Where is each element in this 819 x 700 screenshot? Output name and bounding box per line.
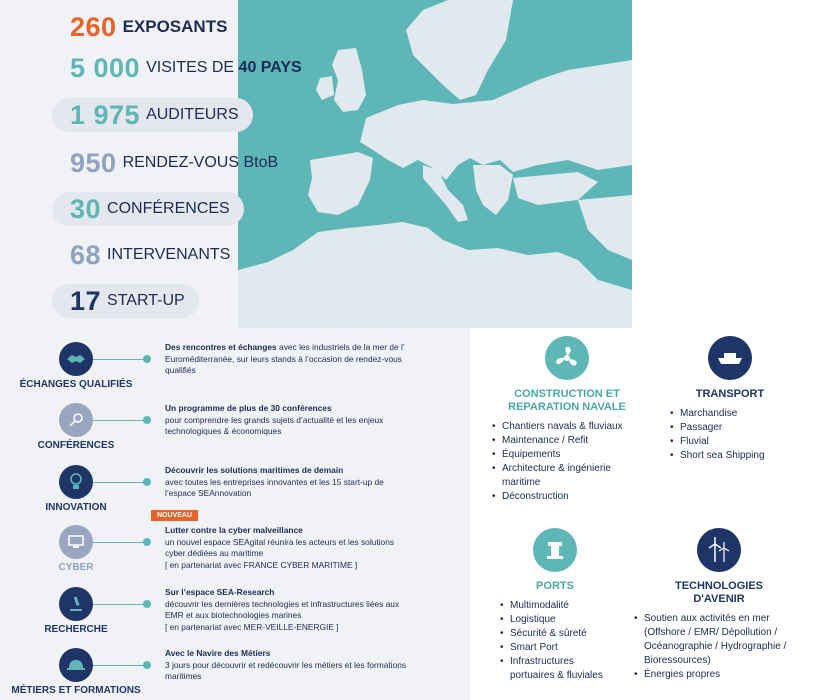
- stat-label: START-UP: [107, 292, 185, 309]
- hard-hat-icon: [59, 648, 93, 682]
- feature-text: Des rencontres et échanges avec les industriels de la mer de l’ Euroméditerranée, sur leurs stands à l’occasion de rendez-vous qualifiés: [165, 342, 405, 375]
- stat-number: 260: [70, 11, 117, 42]
- stat-rendez-vous: [52, 146, 292, 180]
- list-item: • Passager: [670, 421, 790, 435]
- list-item: • Smart Port: [500, 641, 610, 655]
- stat-visites: [52, 51, 316, 85]
- list-item: • Infrastructures portuaires & fluviales: [500, 655, 610, 683]
- feature-text: Avec le Navire des Métiers 3 jours pour découvrir et redécouvrir les métiers et les formations maritimes: [165, 648, 407, 681]
- feature-caption: MÉTIERS ET FORMATIONS: [11, 685, 141, 696]
- stat-number: 30: [70, 193, 102, 224]
- bollard-icon: [533, 528, 577, 572]
- handshake-icon: [59, 342, 93, 376]
- sector-title: TRANSPORT: [695, 388, 765, 400]
- stat-label: VISITES DE 40 PAYS: [146, 59, 302, 76]
- feature-text: Découvrir les solutions maritimes de demain avec toutes les entreprises innovantes et les 15 start-up de l’espace SEAnnovation: [165, 465, 384, 498]
- fan-icon: [545, 336, 589, 380]
- stat-intervenants: [52, 238, 244, 272]
- stat-number: 1 975: [70, 99, 141, 130]
- feature-text: Lutter contre la cyber malveillance un nouvel espace SEAgital réunira les acteurs et les solutions cyber dédiées au maritime [ en partenariat avec FRANCE CYBER MARITIME ]: [165, 525, 395, 570]
- list-item: • Marchandise: [670, 407, 790, 421]
- computer-icon: [59, 525, 93, 559]
- list-item: • Architecture & ingénierie maritime: [492, 462, 642, 490]
- list-item: • Équipements: [492, 448, 642, 462]
- microphone-icon: [59, 403, 93, 437]
- sector-title: PORTS: [536, 580, 574, 592]
- list-item: • Multimodalité: [500, 599, 610, 613]
- list-item: • Chantiers navals & fluviaux: [492, 420, 642, 434]
- list-item: • Sécurité & sûreté: [500, 627, 610, 641]
- stat-label: RENDEZ-VOUS BtoB: [122, 154, 279, 171]
- sector-construction: [492, 336, 642, 504]
- ship-icon: [708, 336, 752, 380]
- stat-label: CONFÉRENCES: [107, 200, 230, 217]
- sector-list: [670, 407, 790, 463]
- feature-caption: CYBER: [58, 562, 94, 573]
- list-item: • Énergies propres: [634, 668, 804, 682]
- sector-title: CONSTRUCTION ET REPARATION NAVALE: [508, 388, 626, 413]
- sector-list: [634, 612, 804, 682]
- stat-number: 17: [70, 285, 102, 316]
- stat-number: 68: [70, 239, 102, 270]
- sector-ports: [500, 528, 610, 683]
- feature-text: Sur l’espace SEA-Research découvrir les dernières technologies et infrastructures liées aux EMR et aux biotechnologies marines [ en partenariat avec MER-VEILLE-ENERGIE ]: [165, 587, 400, 632]
- list-item: • Short sea Shipping: [670, 449, 790, 463]
- lightbulb-icon: [59, 465, 93, 499]
- sector-transport: [670, 336, 790, 463]
- stat-auditeurs: [52, 98, 253, 132]
- sector-list: [492, 420, 642, 504]
- list-item: • Soutien aux activités en mer (Offshore / EMR/ Dépollution / Océanographie / Hydrographie / Bioressources): [634, 612, 804, 668]
- microscope-icon: [59, 587, 93, 621]
- list-item: • Déconstruction: [492, 490, 642, 504]
- stat-label: INTERVENANTS: [107, 246, 231, 263]
- feature-caption: RECHERCHE: [44, 624, 108, 635]
- stat-label: EXPOSANTS: [122, 17, 228, 36]
- stat-number: 5 000: [70, 52, 141, 83]
- list-item: • Fluvial: [670, 435, 790, 449]
- mediterranean-map: [238, 0, 632, 328]
- sector-list: [500, 599, 610, 683]
- feature-caption: INNOVATION: [45, 502, 107, 513]
- feature-caption: CONFÉRENCES: [37, 440, 115, 451]
- wind-turbine-icon: [697, 528, 741, 572]
- sector-technologies: [634, 528, 804, 682]
- feature-text: Un programme de plus de 30 conférences pour comprendre les grands sujets d’actualité et les enjeux technologiques & économiques: [165, 403, 384, 436]
- stat-exposants: [52, 10, 241, 44]
- stat-conferences: [52, 192, 244, 226]
- new-badge: NOUVEAU: [151, 510, 198, 521]
- list-item: • Maintenance / Refit: [492, 434, 642, 448]
- stat-number: 950: [70, 147, 117, 178]
- stat-start-up: [52, 284, 199, 318]
- list-item: • Logistique: [500, 613, 610, 627]
- sector-title: TECHNOLOGIES D'AVENIR: [674, 580, 763, 605]
- feature-caption: ÉCHANGES QUALIFIÉS: [19, 379, 133, 390]
- stat-label: AUDITEURS: [146, 106, 239, 123]
